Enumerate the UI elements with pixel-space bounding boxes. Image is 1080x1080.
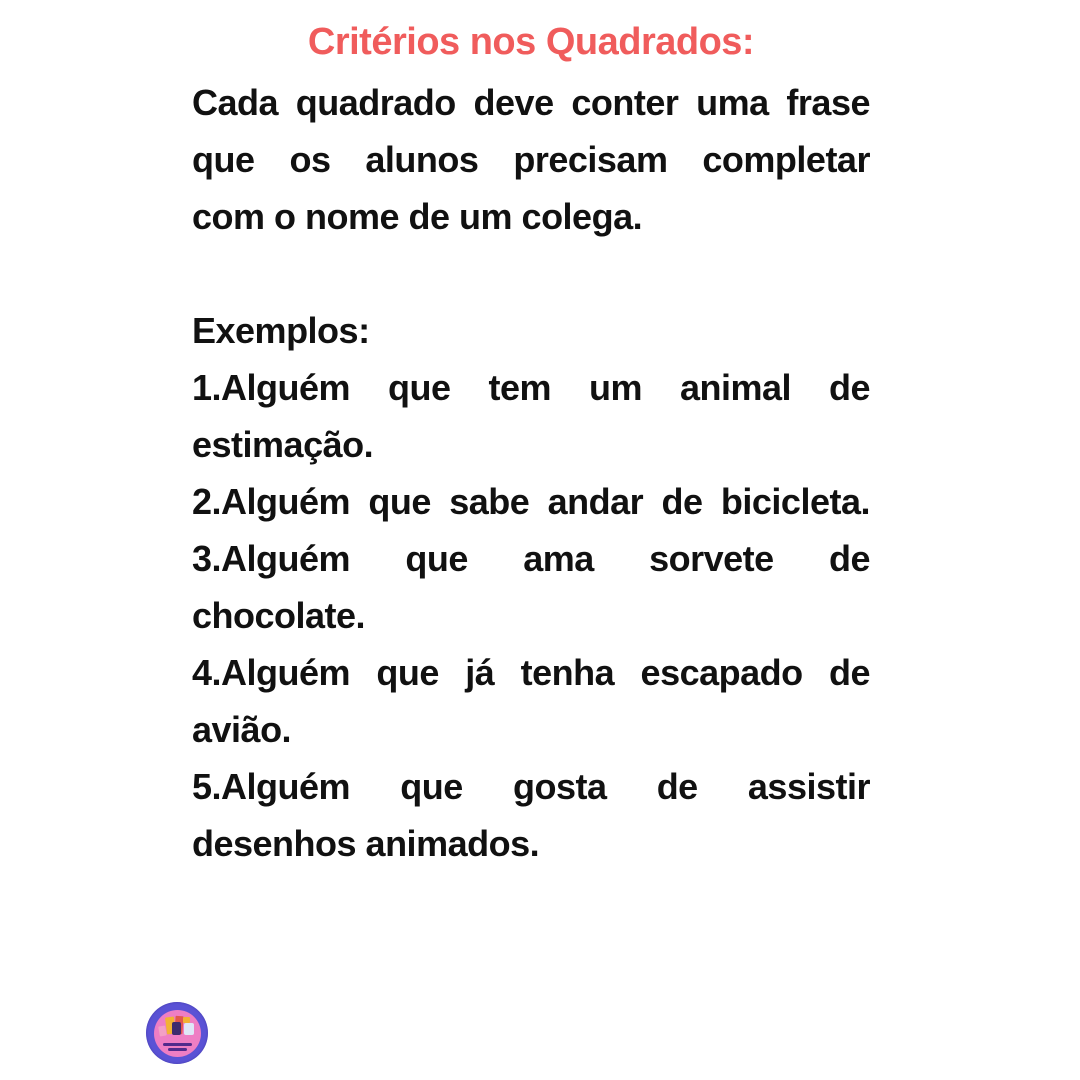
word: que (405, 538, 468, 579)
word: 1.Alguém (192, 367, 351, 408)
brand-logo-inner (154, 1010, 201, 1057)
word: que (368, 481, 431, 522)
word: 2.Alguém (192, 481, 351, 522)
word: uma (696, 82, 769, 123)
word: animal (679, 367, 792, 408)
text-line (192, 530, 870, 587)
text-line (192, 644, 870, 701)
word: 3.Alguém (192, 538, 351, 579)
word: tenha (520, 652, 615, 693)
word: alunos (365, 139, 479, 180)
word: conter (571, 82, 679, 123)
text-line (192, 74, 870, 131)
text-line (192, 359, 870, 416)
word: assistir (747, 766, 870, 807)
text-line: Exemplos: (192, 310, 370, 351)
word: bicicleta. (720, 481, 870, 522)
word: Cada (192, 82, 279, 123)
word: de (828, 538, 870, 579)
word: de (828, 367, 870, 408)
word: deve (473, 82, 554, 123)
word: quadrado (295, 82, 456, 123)
word: ama (523, 538, 594, 579)
page-title: Critérios nos Quadrados: (307, 21, 755, 63)
word: que (400, 766, 463, 807)
blank-line (192, 245, 870, 302)
logo-shape-pink-tag (158, 1025, 167, 1036)
word: 5.Alguém (192, 766, 351, 807)
word: um (589, 367, 642, 408)
word: 4.Alguém (192, 652, 351, 693)
text-line: estimação. (192, 424, 374, 465)
word: já (465, 652, 495, 693)
text-line (192, 131, 870, 188)
logo-shape-yellow-dot (183, 1017, 190, 1023)
word: que (376, 652, 439, 693)
word: andar (547, 481, 644, 522)
word: de (656, 766, 698, 807)
word: escapado (640, 652, 803, 693)
word: gosta (512, 766, 607, 807)
word: frase (786, 82, 870, 123)
text-line: com o nome de um colega. (192, 196, 643, 237)
word: os (289, 139, 331, 180)
word: completar (702, 139, 870, 180)
logo-shape-light-card (184, 1023, 194, 1035)
word: precisam (513, 139, 668, 180)
logo-text-line (168, 1048, 187, 1051)
word: de (661, 481, 703, 522)
text-line: desenhos animados. (192, 823, 540, 864)
text-block (192, 74, 870, 872)
brand-logo (146, 1002, 208, 1064)
word: de (828, 652, 870, 693)
text-line: avião. (192, 709, 292, 750)
word: tem (488, 367, 552, 408)
logo-text-line (163, 1043, 192, 1046)
logo-shape-dark-block (172, 1022, 181, 1035)
text-line (192, 758, 870, 815)
word: que (192, 139, 255, 180)
word: que (388, 367, 451, 408)
text-line: chocolate. (192, 595, 366, 636)
word: sorvete (649, 538, 774, 579)
word: sabe (449, 481, 530, 522)
text-line (192, 473, 870, 530)
